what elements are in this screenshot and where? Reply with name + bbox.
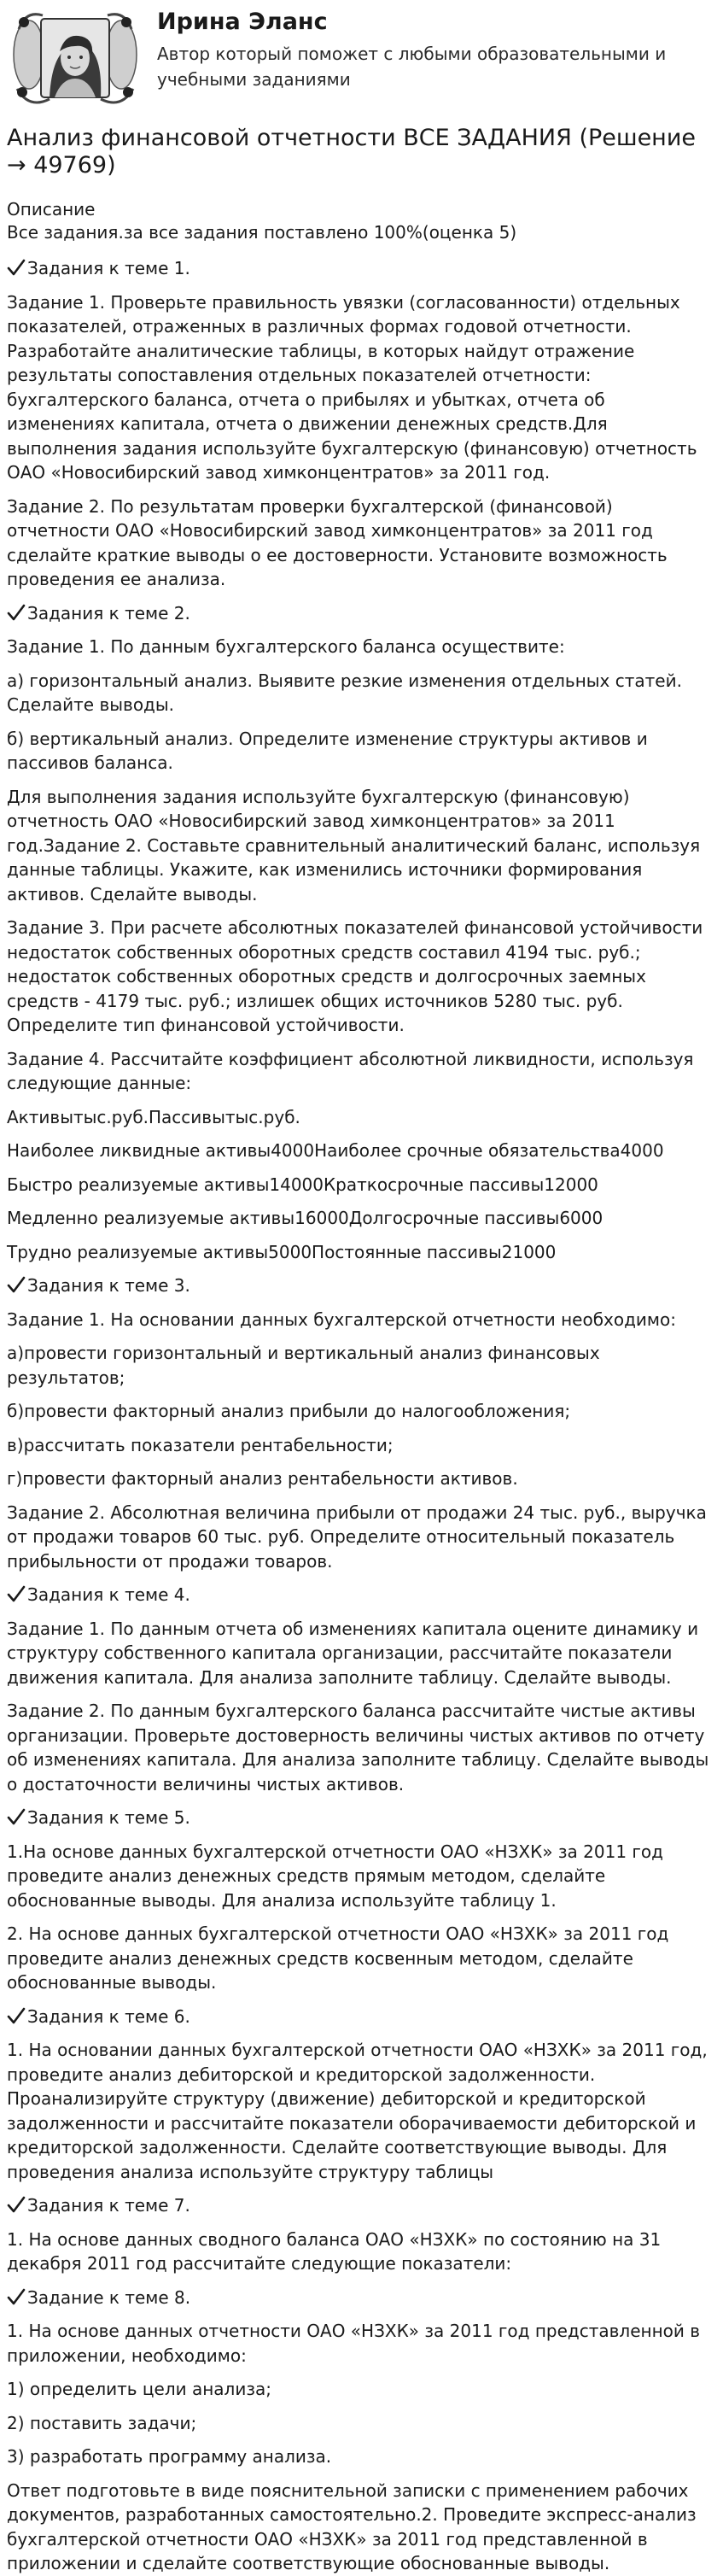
task-paragraph: Быстро реализуемые активы14000Краткосрочные пассивы12000 [7, 1174, 598, 1195]
topic-heading-text: Задания к теме 3. [27, 1275, 190, 1296]
author-card [7, 0, 716, 125]
task-paragraph: б) вертикальный анализ. Определите изменение структуры активов и пассивов баланса. [7, 728, 648, 773]
description-label: Описание [7, 199, 96, 220]
check-icon [7, 259, 26, 276]
description-summary: Все задания.за все задания поставлено 100%(оценка 5) [7, 222, 517, 243]
topic-heading [7, 256, 716, 281]
task-paragraph: Активытыс.руб.Пассивытыс.руб. [7, 1106, 300, 1127]
topic-heading [7, 1273, 716, 1298]
task-paragraph: 1. На основании данных бухгалтерской отчетности ОАО «НЗХК» за 2011 год, проведите анализ дебиторской и кредиторской задолженности. Проанализируйте структуру (движение) дебиторской и кредиторской задолженности и рассчитайте показатели оборачиваемости дебиторской и кредиторской задолженности. Сделайте соответствующие выводы. Для проведения анализа используйте структуру таблицы [7, 2040, 708, 2182]
task-paragraph: Задание 2. По данным бухгалтерского баланса рассчитайте чистые активы организации. Проверьте достоверность величины чистых активов по отчету об изменениях капитала. Для анализа заполните таблицу. Сделайте выводы о достаточности величины чистых активов. [7, 1701, 709, 1794]
task-paragraph: 3) разработать программу анализа. [7, 2446, 332, 2467]
author-description: Автор который поможет с любыми образовательными и учебными заданиями [157, 44, 667, 90]
task-paragraph: 2) поставить задачи; [7, 2412, 197, 2433]
task-paragraph: 1. На основе данных сводного баланса ОАО «НЗХК» по состоянию на 31 декабря 2011 год рассчитайте следующие показатели: [7, 2228, 662, 2274]
topic-heading [7, 1583, 716, 1607]
work-title: Анализ финансовой отчетности ВСЕ ЗАДАНИЯ (Решение → 49769) [7, 125, 696, 179]
check-icon [7, 1276, 26, 1293]
check-icon [7, 2196, 26, 2213]
topic-heading-text: Задания к теме 7. [27, 2195, 190, 2216]
task-paragraph: Задание 1. По данным бухгалтерского баланса осуществите: [7, 636, 565, 657]
task-paragraph: Для выполнения задания используйте бухгалтерскую (финансовую) отчетность ОАО «Новосибирский завод химконцентратов» за 2011 год.Задание 2. Составьте сравнительный аналитический баланс, используя данные таблицы. Укажите, как изменились источники формирования активов. Сделайте выводы. [7, 786, 701, 905]
task-paragraph: в)рассчитать показатели рентабельности; [7, 1434, 394, 1455]
task-paragraph: а) горизонтальный анализ. Выявите резкие изменения отдельных статей. Сделайте выводы. [7, 670, 682, 715]
check-icon [7, 1585, 26, 1602]
task-paragraph: 1) определить цели анализа; [7, 2379, 271, 2399]
task-paragraph: 1.На основе данных бухгалтерской отчетности ОАО «НЗХК» за 2011 год проведите анализ денежных средств прямым методом, сделайте обоснованные выводы. Для анализа используйте таблицу 1. [7, 1841, 663, 1911]
task-paragraph: Задание 1. На основании данных бухгалтерской отчетности необходимо: [7, 1308, 676, 1330]
task-paragraph: Задание 2. Абсолютная величина прибыли от продажи 24 тыс. руб., выручка от продажи товаров 60 тыс. руб. Определите относительный показатель прибыльности от продажи товаров. [7, 1502, 707, 1572]
topic-heading-text: Задания к теме 6. [27, 2005, 190, 2027]
task-paragraph: Ответ подготовьте в виде пояснительной записки с применением рабочих документов, разработанных самостоятельно.2. Проведите экспресс-анализ бухгалтерской отчетности ОАО «НЗХК» за 2011 год представленной в приложении и сделайте соответствующие обоснованные выводы. [7, 2479, 697, 2573]
task-paragraph: а)провести горизонтальный и вертикальный анализ финансовых результатов; [7, 1343, 600, 1388]
check-icon [7, 1808, 26, 1825]
task-paragraph: Задание 4. Рассчитайте коэффициент абсолютной ликвидности, используя следующие данные: [7, 1048, 694, 1093]
avatar[interactable] [12, 3, 138, 111]
topic-heading-text: Задания к теме 5. [27, 1807, 190, 1828]
check-icon [7, 2288, 26, 2305]
task-paragraph: г)провести факторный анализ рентабельности активов. [7, 1468, 518, 1489]
task-paragraph: Наиболее ликвидные активы4000Наиболее срочные обязательства4000 [7, 1140, 664, 1161]
topic-heading [7, 601, 716, 626]
task-paragraph: Трудно реализуемые активы5000Постоянные пассивы21000 [7, 1241, 557, 1262]
task-paragraph: 2. На основе данных бухгалтерской отчетности ОАО «НЗХК» за 2011 год проведите анализ денежных средств косвенным методом, сделайте обоснованные выводы. [7, 1923, 669, 1993]
topic-heading [7, 2193, 716, 2218]
topic-heading-text: Задания к теме 2. [27, 602, 190, 624]
task-list [7, 256, 716, 2576]
check-icon [7, 604, 26, 621]
topic-heading [7, 2286, 716, 2310]
check-icon [7, 2007, 26, 2024]
topic-heading-text: Задание к теме 8. [27, 2286, 191, 2308]
task-paragraph: Медленно реализуемые активы16000Долгосрочные пассивы6000 [7, 1208, 603, 1228]
topic-heading [7, 2005, 716, 2029]
author-name[interactable]: Ирина Эланс [157, 9, 328, 35]
task-paragraph: Задание 3. При расчете абсолютных показателей финансовой устойчивости недостаток собственных оборотных средств составил 4194 тыс. руб.; недостаток собственных оборотных средств и долгосрочных заемных средств - 4179 тыс. руб.; излишек общих источников 5280 тыс. руб. Определите тип финансовой устойчивости. [7, 917, 703, 1035]
task-paragraph: 1. На основе данных отчетности ОАО «НЗХК» за 2011 год представленной в приложении, необходимо: [7, 2321, 701, 2366]
task-paragraph: б)провести факторный анализ прибыли до налогообложения; [7, 1401, 571, 1421]
task-paragraph: Задание 1. По данным отчета об изменениях капитала оцените динамику и структуру собственного капитала организации, рассчитайте показатели движения капитала. Для анализа заполните таблицу. Сделайте выводы. [7, 1618, 699, 1688]
topic-heading-text: Задания к теме 4. [27, 1584, 190, 1605]
task-paragraph: Задание 1. Проверьте правильность увязки (согласованности) отдельных показателей, отраженных в различных формах годовой отчетности. Разработайте аналитические таблицы, в которых найдут отражение результаты сопоставления отдельных показателей отчетности: бухгалтерского баланса, отчета о прибылях и убытках, отчета об изменениях капитала, отчета о движении денежных средств.Для выполнения задания используйте бухгалтерскую (финансовую) отчетность ОАО «Новосибирский завод химконцентратов» за 2011 год. [7, 291, 697, 483]
task-paragraph: Задание 2. По результатам проверки бухгалтерской (финансовой) отчетности ОАО «Новосибирский завод химконцентратов» за 2011 год сделайте краткие выводы о ее достоверности. Установите возможность проведения ее анализа. [7, 495, 668, 589]
topic-heading-text: Задания к теме 1. [27, 258, 190, 278]
topic-heading [7, 1806, 716, 1830]
